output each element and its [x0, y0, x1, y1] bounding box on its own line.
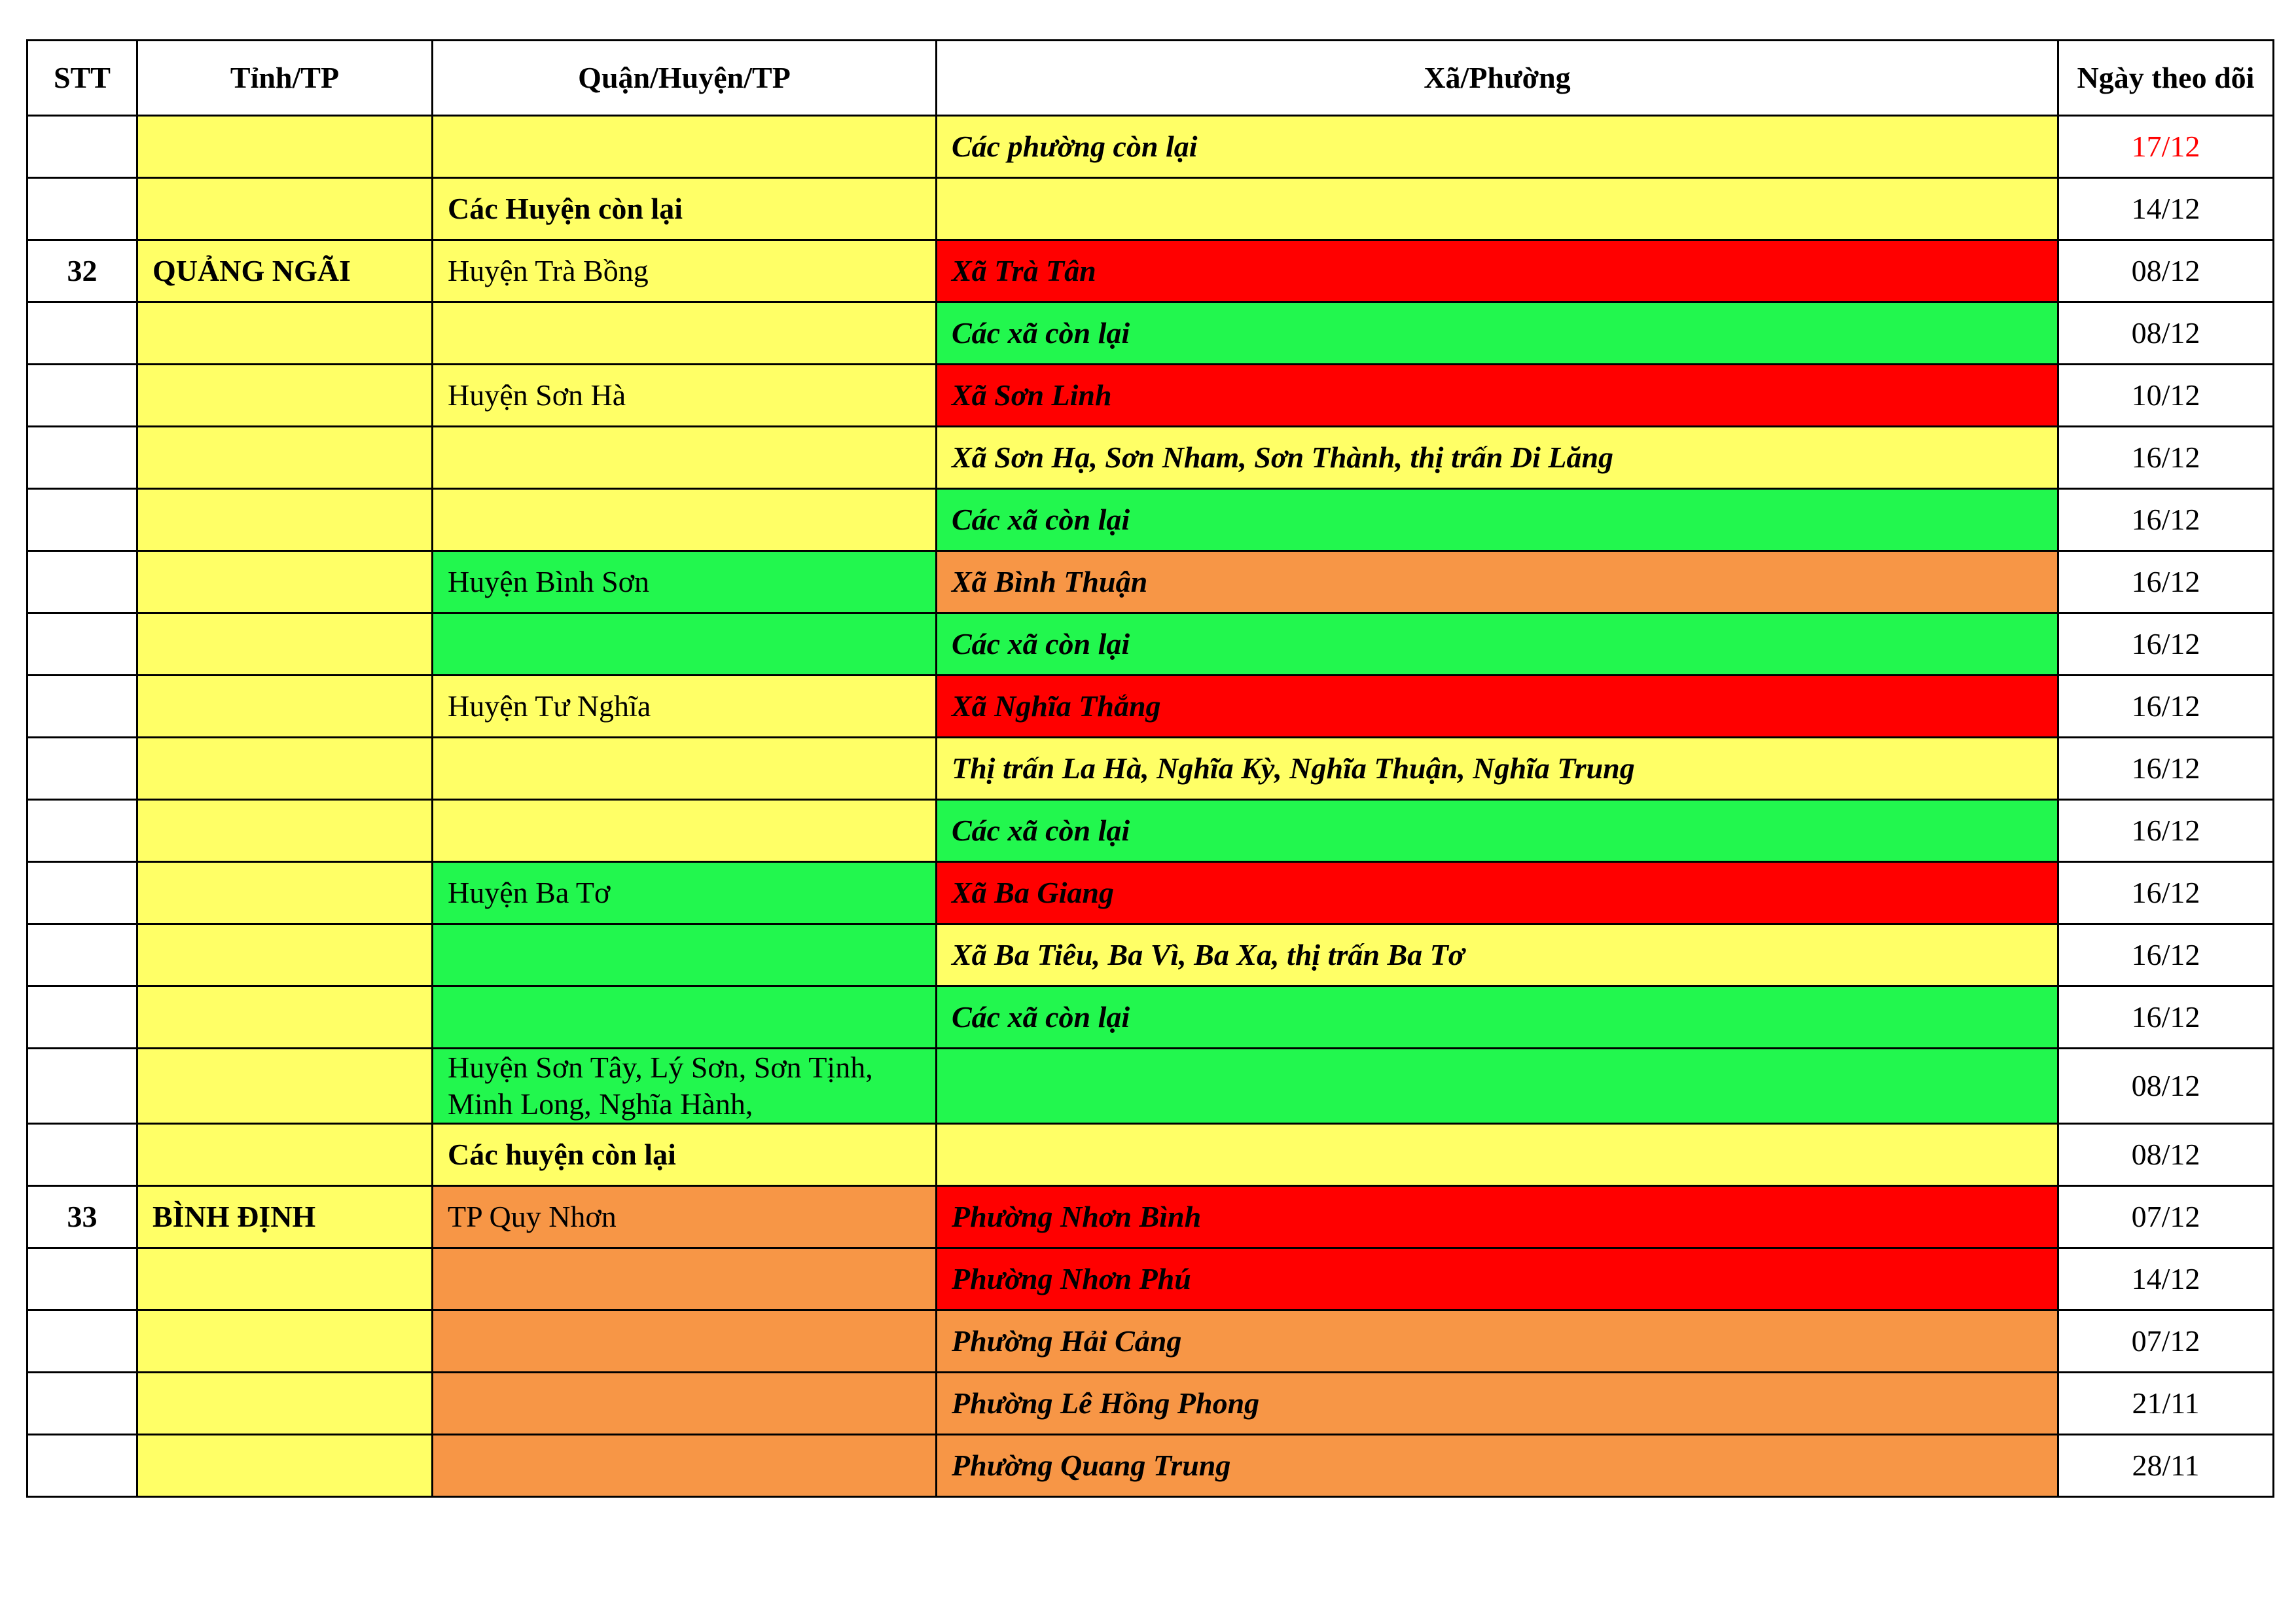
cell-date: 16/12: [2058, 986, 2274, 1049]
cell-date: 08/12: [2058, 240, 2274, 302]
cell-stt: [27, 924, 137, 986]
cell-district: Huyện Sơn Hà: [433, 365, 937, 427]
table-row: [27, 427, 2274, 489]
tracking-table-container: [26, 39, 2272, 1498]
cell-ward: [937, 1124, 2058, 1186]
cell-province: BÌNH ĐỊNH: [137, 1186, 433, 1248]
cell-district: Huyện Bình Sơn: [433, 551, 937, 613]
cell-date: 08/12: [2058, 1049, 2274, 1124]
table-body: [27, 116, 2274, 1497]
header-district: Quận/Huyện/TP: [433, 41, 937, 116]
cell-date: 14/12: [2058, 178, 2274, 240]
cell-district: [433, 1373, 937, 1435]
cell-ward: [937, 178, 2058, 240]
cell-stt: [27, 613, 137, 676]
cell-ward: Phường Nhơn Phú: [937, 1248, 2058, 1310]
cell-stt: [27, 302, 137, 365]
cell-district: [433, 613, 937, 676]
cell-ward: Các xã còn lại: [937, 986, 2058, 1049]
cell-date: 14/12: [2058, 1248, 2274, 1310]
cell-date: 08/12: [2058, 1124, 2274, 1186]
cell-stt: [27, 676, 137, 738]
cell-date: 16/12: [2058, 676, 2274, 738]
table-row: [27, 116, 2274, 178]
table-row: [27, 1310, 2274, 1373]
cell-date: 28/11: [2058, 1435, 2274, 1497]
cell-province: [137, 489, 433, 551]
cell-stt: [27, 738, 137, 800]
table-row: [27, 1186, 2274, 1248]
cell-date: 16/12: [2058, 862, 2274, 924]
cell-province: [137, 862, 433, 924]
cell-date: 16/12: [2058, 489, 2274, 551]
cell-ward: Các phường còn lại: [937, 116, 2058, 178]
cell-ward: Phường Hải Cảng: [937, 1310, 2058, 1373]
cell-ward: Phường Quang Trung: [937, 1435, 2058, 1497]
cell-province: [137, 986, 433, 1049]
cell-ward: Phường Nhơn Bình: [937, 1186, 2058, 1248]
tracking-table: [26, 39, 2274, 1498]
cell-district: [433, 800, 937, 862]
table-row: [27, 302, 2274, 365]
cell-stt: [27, 1124, 137, 1186]
cell-province: [137, 427, 433, 489]
cell-district: [433, 1435, 937, 1497]
cell-date: 07/12: [2058, 1310, 2274, 1373]
cell-province: [137, 365, 433, 427]
cell-stt: 32: [27, 240, 137, 302]
cell-ward: Xã Bình Thuận: [937, 551, 2058, 613]
cell-province: [137, 1435, 433, 1497]
table-row: [27, 365, 2274, 427]
table-row: [27, 1373, 2274, 1435]
cell-ward: Các xã còn lại: [937, 613, 2058, 676]
table-row: [27, 676, 2274, 738]
cell-ward: Xã Trà Tân: [937, 240, 2058, 302]
cell-district: TP Quy Nhơn: [433, 1186, 937, 1248]
cell-ward: Xã Nghĩa Thắng: [937, 676, 2058, 738]
cell-province: [137, 613, 433, 676]
cell-province: [137, 738, 433, 800]
cell-ward: Xã Sơn Hạ, Sơn Nham, Sơn Thành, thị trấn Di Lăng: [937, 427, 2058, 489]
cell-district: [433, 1248, 937, 1310]
header-row: [27, 41, 2274, 116]
cell-district: Huyện Ba Tơ: [433, 862, 937, 924]
table-row: [27, 613, 2274, 676]
table-row: [27, 986, 2274, 1049]
cell-ward: [937, 1049, 2058, 1124]
cell-stt: [27, 178, 137, 240]
table-row: [27, 178, 2274, 240]
cell-province: [137, 1124, 433, 1186]
cell-stt: [27, 427, 137, 489]
cell-ward: Xã Sơn Linh: [937, 365, 2058, 427]
cell-date: 16/12: [2058, 800, 2274, 862]
cell-stt: [27, 1373, 137, 1435]
cell-stt: [27, 862, 137, 924]
cell-stt: [27, 1310, 137, 1373]
cell-province: QUẢNG NGÃI: [137, 240, 433, 302]
cell-date: 21/11: [2058, 1373, 2274, 1435]
cell-province: [137, 1310, 433, 1373]
cell-province: [137, 1373, 433, 1435]
header-stt: STT: [27, 41, 137, 116]
header-province: Tỉnh/TP: [137, 41, 433, 116]
cell-district: Huyện Trà Bồng: [433, 240, 937, 302]
cell-stt: [27, 1248, 137, 1310]
cell-date: 16/12: [2058, 924, 2274, 986]
cell-ward: Phường Lê Hồng Phong: [937, 1373, 2058, 1435]
cell-date: 08/12: [2058, 302, 2274, 365]
cell-ward: Thị trấn La Hà, Nghĩa Kỳ, Nghĩa Thuận, Nghĩa Trung: [937, 738, 2058, 800]
cell-stt: [27, 116, 137, 178]
cell-stt: 33: [27, 1186, 137, 1248]
cell-date: 10/12: [2058, 365, 2274, 427]
cell-date: 07/12: [2058, 1186, 2274, 1248]
table-row: [27, 240, 2274, 302]
cell-stt: [27, 551, 137, 613]
cell-district: [433, 489, 937, 551]
table-row: [27, 924, 2274, 986]
cell-district: [433, 302, 937, 365]
cell-province: [137, 1049, 433, 1124]
header-ward: Xã/Phường: [937, 41, 2058, 116]
table-row: [27, 1435, 2274, 1497]
table-row: [27, 862, 2274, 924]
cell-date: 17/12: [2058, 116, 2274, 178]
cell-province: [137, 116, 433, 178]
cell-date: 16/12: [2058, 738, 2274, 800]
cell-ward: Các xã còn lại: [937, 489, 2058, 551]
cell-stt: [27, 1049, 137, 1124]
cell-district: Huyện Sơn Tây, Lý Sơn, Sơn Tịnh, Minh Long, Nghĩa Hành,: [433, 1049, 937, 1124]
cell-district: [433, 1310, 937, 1373]
cell-stt: [27, 986, 137, 1049]
table-row: [27, 1124, 2274, 1186]
table-row: [27, 1049, 2274, 1124]
cell-ward: Các xã còn lại: [937, 800, 2058, 862]
cell-province: [137, 1248, 433, 1310]
table-row: [27, 489, 2274, 551]
table-row: [27, 551, 2274, 613]
cell-district: Huyện Tư Nghĩa: [433, 676, 937, 738]
cell-stt: [27, 800, 137, 862]
cell-stt: [27, 365, 137, 427]
cell-district: Các Huyện còn lại: [433, 178, 937, 240]
cell-date: 16/12: [2058, 613, 2274, 676]
cell-stt: [27, 1435, 137, 1497]
cell-district: [433, 116, 937, 178]
cell-district: [433, 986, 937, 1049]
cell-ward: Xã Ba Tiêu, Ba Vì, Ba Xa, thị trấn Ba Tơ: [937, 924, 2058, 986]
table-row: [27, 1248, 2274, 1310]
cell-district: Các huyện còn lại: [433, 1124, 937, 1186]
cell-stt: [27, 489, 137, 551]
cell-province: [137, 800, 433, 862]
cell-province: [137, 676, 433, 738]
cell-district: [433, 738, 937, 800]
table-row: [27, 800, 2274, 862]
header-date: Ngày theo dõi: [2058, 41, 2274, 116]
cell-date: 16/12: [2058, 427, 2274, 489]
cell-district: [433, 427, 937, 489]
cell-province: [137, 178, 433, 240]
cell-province: [137, 551, 433, 613]
table-row: [27, 738, 2274, 800]
cell-province: [137, 302, 433, 365]
cell-ward: Các xã còn lại: [937, 302, 2058, 365]
cell-district: [433, 924, 937, 986]
cell-date: 16/12: [2058, 551, 2274, 613]
cell-ward: Xã Ba Giang: [937, 862, 2058, 924]
cell-province: [137, 924, 433, 986]
